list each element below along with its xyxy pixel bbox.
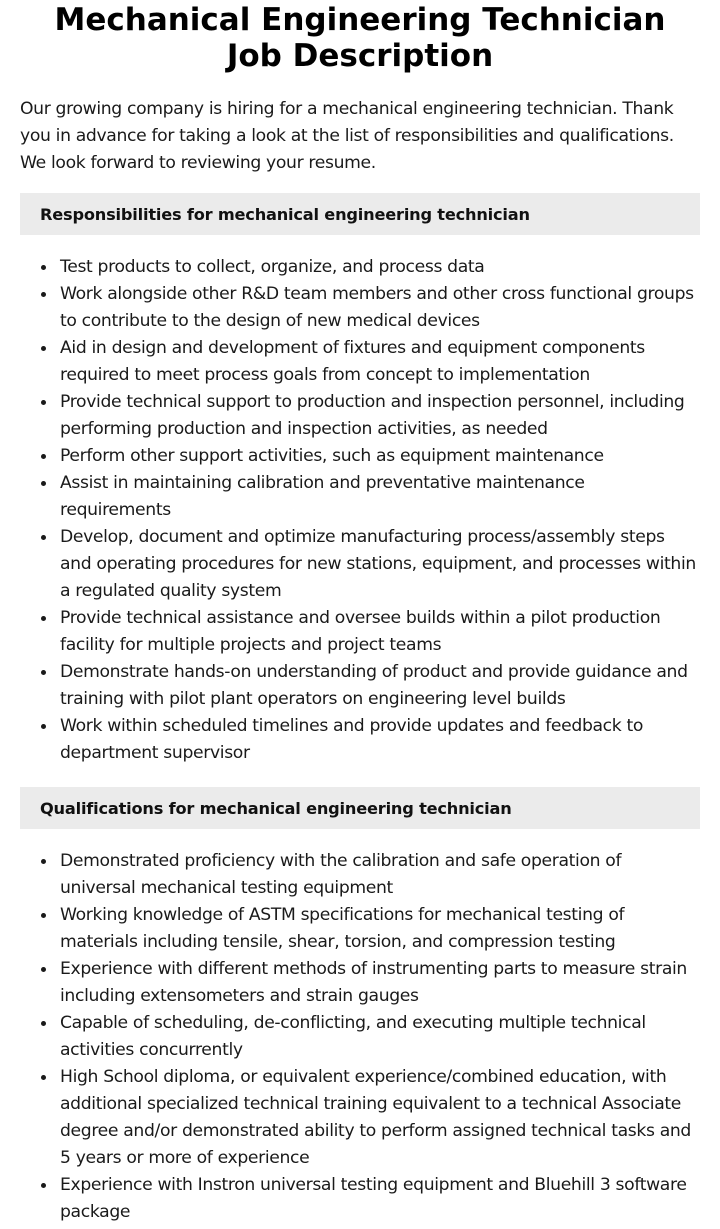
job-description-page (0, 2, 720, 1226)
list-item: Experience with Instron universal testing equipment and Bluehill 3 software package (60, 1172, 700, 1226)
qualifications-heading: Qualifications for mechanical engineering technician (20, 787, 700, 829)
list-item: Provide technical assistance and oversee builds within a pilot production facility for multiple projects and project teams (60, 605, 700, 659)
list-item: Aid in design and development of fixtures and equipment components required to meet process goals from concept to implementation (60, 335, 700, 389)
list-item: Develop, document and optimize manufacturing process/assembly steps and operating procedures for new stations, equipment, and processes within a regulated quality system (60, 524, 700, 605)
list-item: Work alongside other R&D team members and other cross functional groups to contribute to the design of new medical devices (60, 281, 700, 335)
list-item: Working knowledge of ASTM specifications for mechanical testing of materials including tensile, shear, torsion, and compression testing (60, 902, 700, 956)
intro-paragraph: Our growing company is hiring for a mechanical engineering technician. Thank you in advance for taking a look at the list of responsibilities and qualifications. We look forward to reviewing your resume. (20, 99, 674, 173)
responsibilities-heading: Responsibilities for mechanical engineering technician (20, 193, 700, 235)
list-item: Provide technical support to production and inspection personnel, including performing production and inspection activities, as needed (60, 389, 700, 443)
list-item: Perform other support activities, such as equipment maintenance (60, 443, 700, 470)
responsibilities-list (20, 254, 700, 767)
list-item: Assist in maintaining calibration and preventative maintenance requirements (60, 470, 700, 524)
list-item: Experience with different methods of instrumenting parts to measure strain including extensometers and strain gauges (60, 956, 700, 1010)
page-title: Mechanical Engineering Technician Job Description (54, 2, 666, 74)
list-item: High School diploma, or equivalent experience/combined education, with additional specialized technical training equivalent to a technical Associate degree and/or demonstrated ability to perform assigned technical tasks and 5 years or more of experience (60, 1064, 700, 1172)
list-item: Demonstrated proficiency with the calibration and safe operation of universal mechanical testing equipment (60, 848, 700, 902)
list-item: Test products to collect, organize, and process data (60, 254, 700, 281)
list-item: Work within scheduled timelines and provide updates and feedback to department supervisor (60, 713, 700, 767)
list-item: Demonstrate hands-on understanding of product and provide guidance and training with pilot plant operators on engineering level builds (60, 659, 700, 713)
qualifications-list (20, 848, 700, 1226)
list-item: Capable of scheduling, de-conflicting, and executing multiple technical activities concurrently (60, 1010, 700, 1064)
